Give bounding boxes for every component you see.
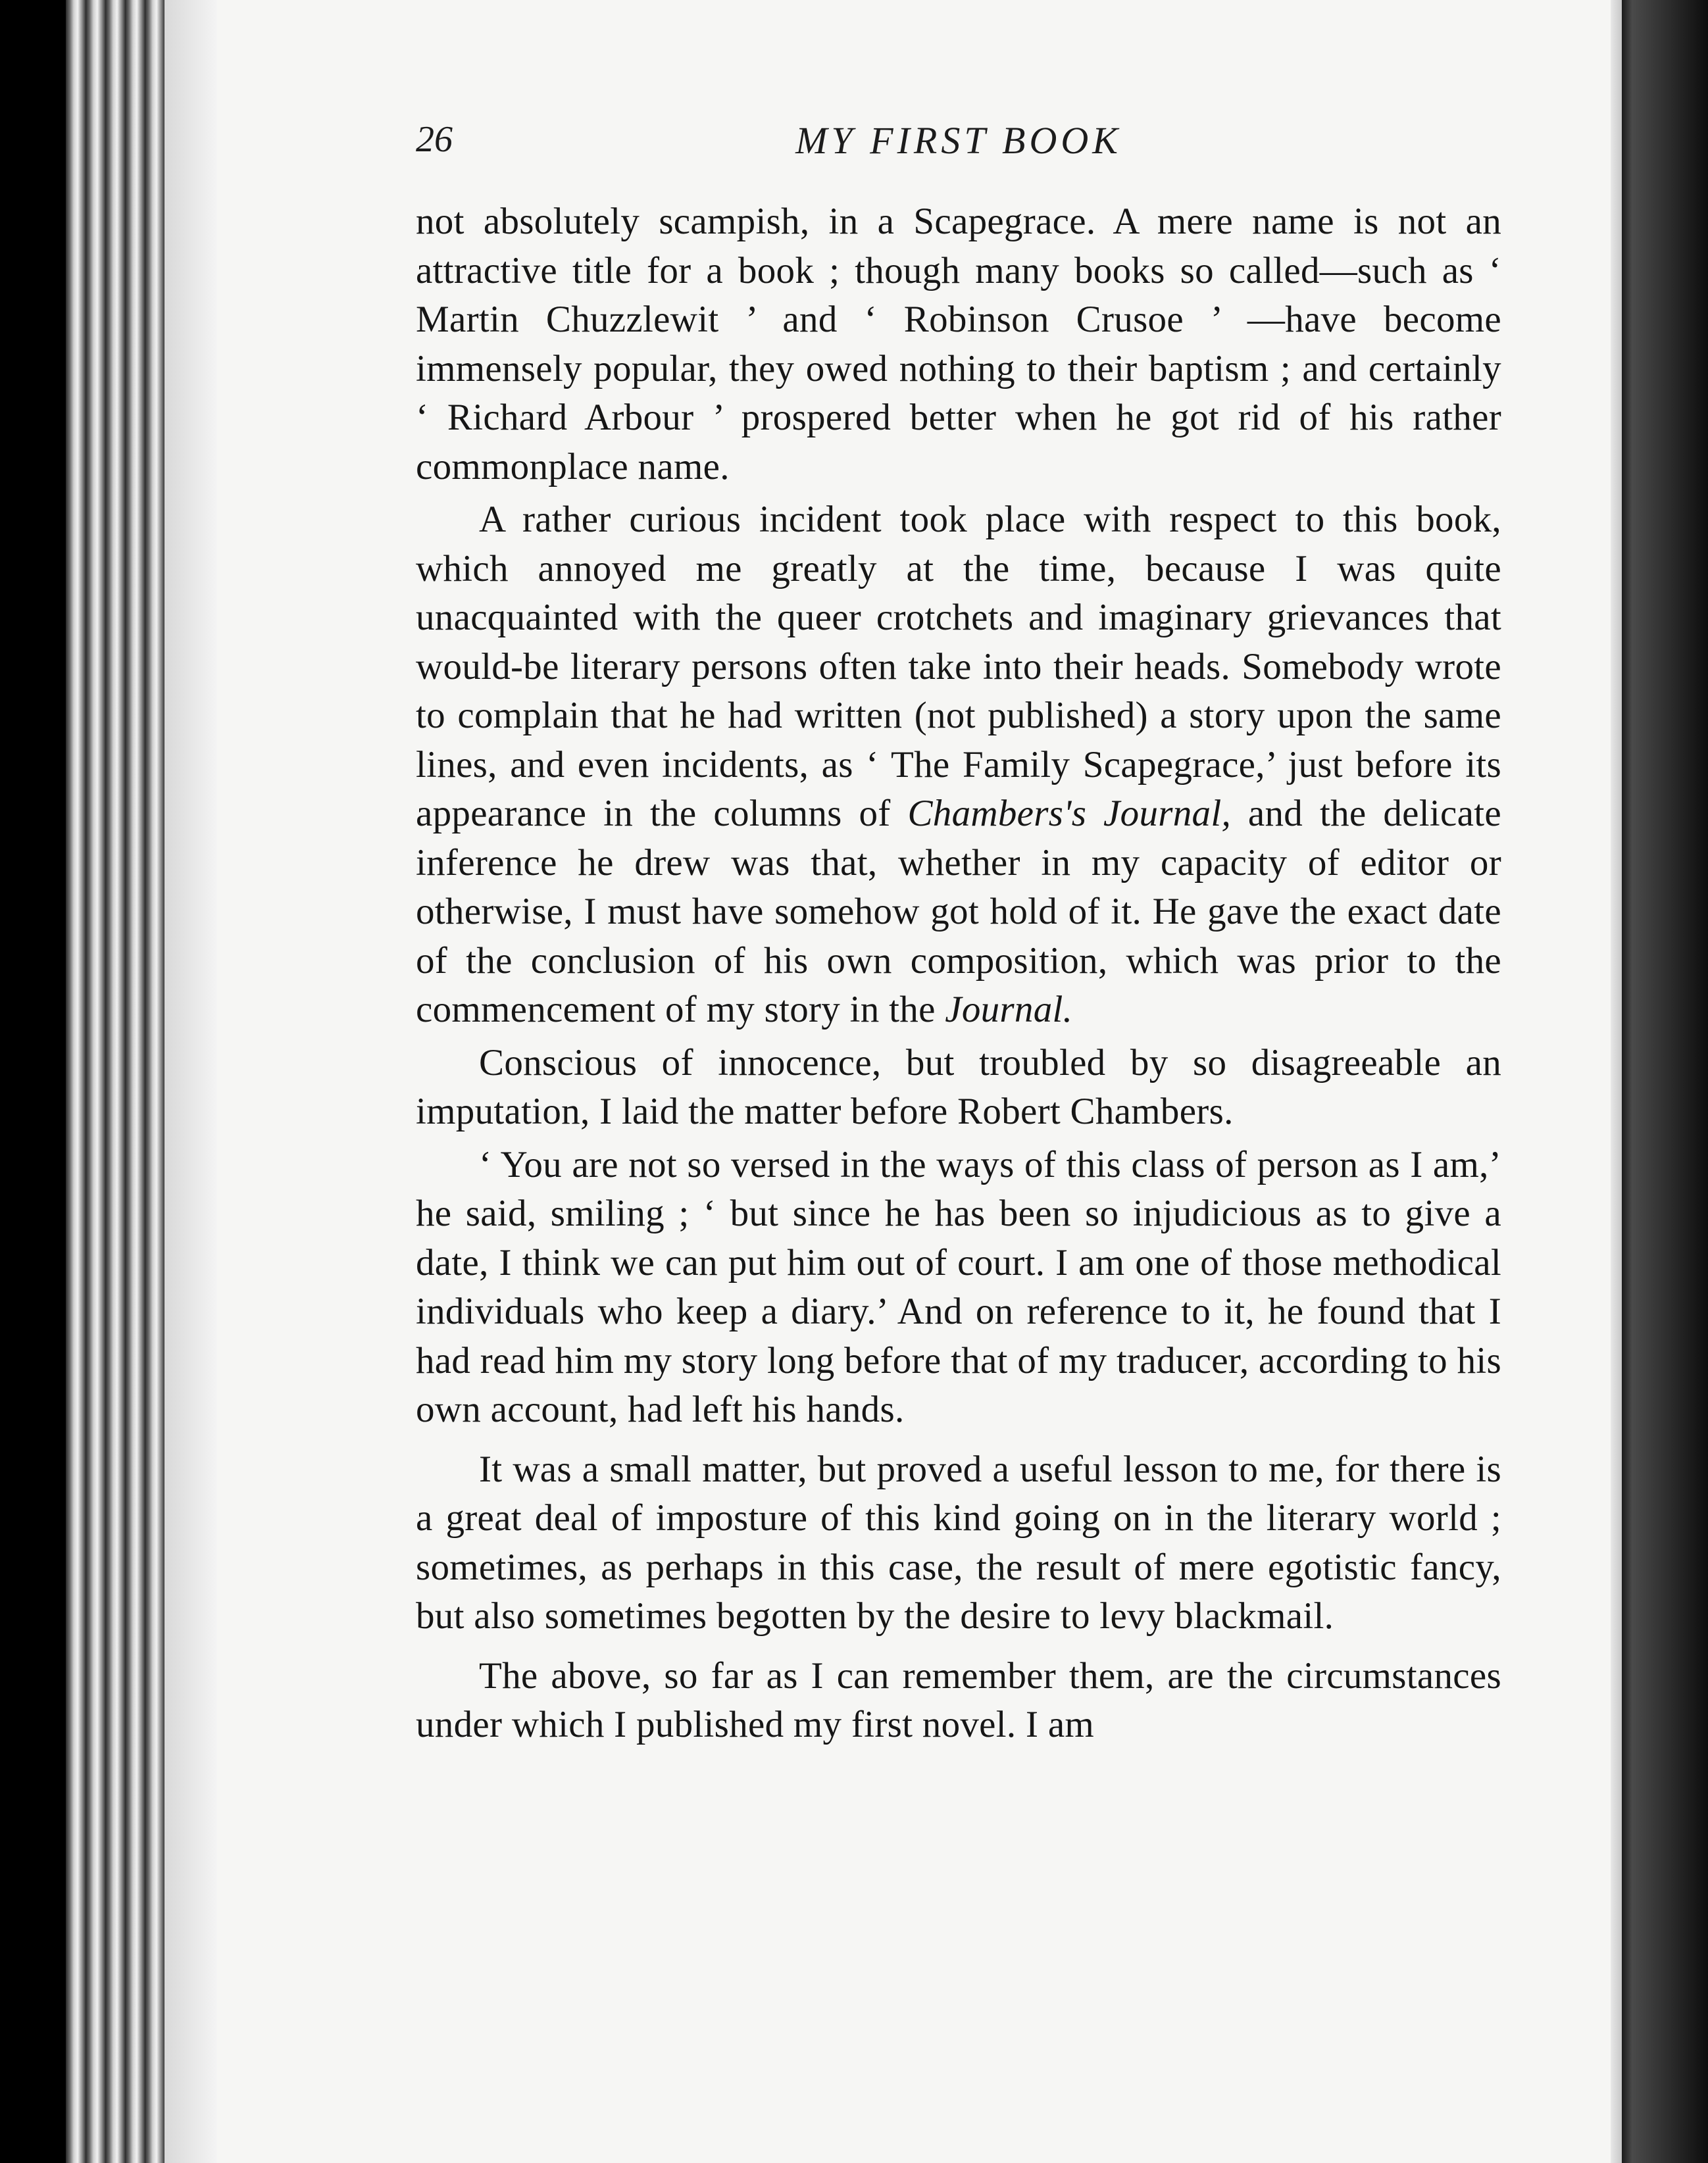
book-gutter	[164, 0, 217, 2163]
paragraph-1: not absolutely scampish, in a Scapegrace. A mere name is not an attractive title for a book ; though many books so called—such as ‘ Martin Chuzzlewit ’ and ‘ Robinson Crusoe ’ —have become immensely popular, they owed nothing to their baptism ; and certainly ‘ Richard Arbour ’ prospered better when he got rid of his rather commonplace name.	[416, 201, 1501, 487]
paragraph-5: It was a small matter, but proved a useful lesson to me, for there is a great deal of imposture of this kind going on in the literary world ; sometimes, as perhaps in this case, the result of mere egotistic fancy, but also sometimes begotten by the desire to levy blackmail.	[416, 1448, 1501, 1637]
paragraph-2	[416, 495, 1501, 1035]
paragraph-2-part-1: A rather curious incident took place with respect to this book, which annoyed me greatly at the time, because I was quite unacquainted with the queer crotchets and imaginary grievances that would-be literary persons often take into their heads. Somebody wrote to complain that he had written (not published) a story upon the same lines, and even incidents, as ‘ The Family Scapegrace,’ just before its appearance in the columns of	[416, 499, 1501, 834]
paragraph-4: ‘ You are not so versed in the ways of this class of person as I am,’ he said, smiling ; ‘ but since he has been so injudicious as to give a date, I think we can put him out of court. I am one of those methodical individuals who keep a diary.’ And on reference to it, he found that I had read him my story long before that of my traducer, according to his own account, had left his hands.	[416, 1143, 1501, 1430]
page-number: 26	[416, 119, 453, 160]
body-text	[416, 197, 1501, 1750]
paragraph-3: Conscious of innocence, but troubled by so disagreeable an imputation, I laid the matter before Robert Chambers.	[416, 1041, 1501, 1132]
italic-title-chambers-journal: Chambers's Journal,	[907, 793, 1232, 834]
italic-title-journal: Journal.	[945, 989, 1073, 1030]
running-title: MY FIRST BOOK	[795, 119, 1122, 162]
paragraph-6: The above, so far as I can remember them, are the circumstances under which I published my first novel. I am	[416, 1654, 1501, 1745]
paragraph-2-part-2: and the delicate inference he drew was that, whether in my capacity of editor or otherwise, I must have somehow got hold of it. He gave the exact date of the conclusion of his own composition, which was prior to the commencement of my story in the	[416, 793, 1501, 1030]
running-head	[416, 118, 1501, 171]
book-binding-right	[1622, 0, 1708, 2163]
